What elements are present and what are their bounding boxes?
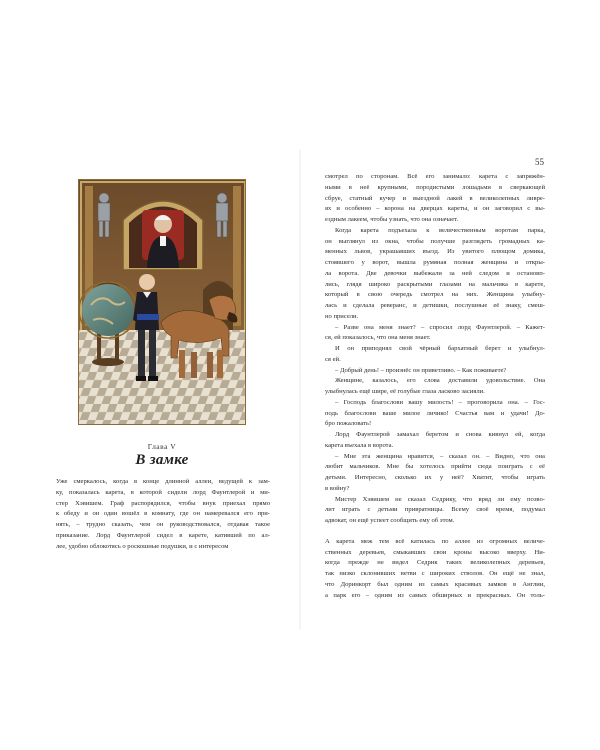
text-line: что Доринкорт был одним из самых красивых замков в Англии, xyxy=(325,580,545,588)
text-line: но присели. xyxy=(325,312,359,320)
text-line: Уже смеркалось, когда в конце длинной аллеи, ведущей к зам- xyxy=(56,478,270,485)
text-line: адвокат, он ещё успеет сообщить ему об этом. xyxy=(325,517,455,524)
text-line: ными в неё крупными, породистыми лошадьми в сверкающей xyxy=(325,183,545,191)
text-line: – Господь благослови вашу милость! – проговорила она. – Гос- xyxy=(335,398,545,406)
text-line: в войну? xyxy=(325,484,350,492)
text-line: стоявшего у ворот, вышла румяная полная женщина и откры- xyxy=(325,259,545,266)
chapter-label: Глава V xyxy=(147,442,177,451)
text-line: И он приподнял свой чёрный бархатный берет и улыбнул- xyxy=(335,345,545,352)
left-text-column xyxy=(56,477,270,552)
text-line: Мистер Хэвишем не сказал Седрику, что вряд ли ему позво- xyxy=(335,495,545,503)
paragraph-gap xyxy=(325,527,545,537)
text-line: улыбнулась ещё шире, её голубые глаза ласково засияли. xyxy=(325,388,485,395)
text-line: ездным лакеем, чтобы узнать, что она означает. xyxy=(325,216,459,223)
text-line: лись, глядя широко раскрытыми глазами на мальчика в карете, xyxy=(325,280,545,288)
page-number: 55 xyxy=(535,157,544,167)
text-line: подь благослови ваше милое личико! Счастья вам и удачи! До- xyxy=(325,409,545,417)
text-line: ся ей. xyxy=(325,355,341,363)
text-line: который в свою очередь смотрел на них. Женщина улыбну- xyxy=(325,291,545,299)
right-text-column xyxy=(325,172,545,601)
text-line: приказание. Лорд Фаунтлерой сидел в карете, катившей по ал- xyxy=(56,531,270,539)
text-line: Женщине, казалось, его слова доставили удовольствие. Она xyxy=(335,377,545,385)
text-line: к обеду и он один вошёл в комнату, где он намеревался его при- xyxy=(56,510,270,518)
text-line: лит играть с детьми привратницы. Всему своё время, подумал xyxy=(325,506,545,514)
text-line: нять, – трудно сказать, чем он руководствовался, отдавая такое xyxy=(56,521,270,528)
text-line: – Разве она меня знает? – спросил лорд Фаунтлерой. – Кажет- xyxy=(335,323,545,331)
text-line: ся, ей показалось, что она меня знает. xyxy=(325,334,431,342)
text-line: он выглянул из окна, чтобы получше разглядеть громадных ка- xyxy=(325,237,545,245)
text-line: когда прежде не видел Седрик таких великолепных деревьев, xyxy=(325,559,545,567)
text-line: любит мальчиков. Мне бы хотелось прийти сюда поиграть с её xyxy=(325,463,545,471)
text-line: – Добрый день! – произнёс он приветливо. – Как поживаете? xyxy=(335,366,507,374)
text-line: ла ворота. Две девочки выбежали за ней следом и остановп- xyxy=(325,269,545,277)
text-line: стер Хэвишем. Граф распорядился, чтобы внук приехал прямо xyxy=(56,499,270,507)
text-line: а парк его – одним из самых обширных и прекрасных. Он толь- xyxy=(325,591,545,599)
text-line: Лорд Фаунтлерой замахал беретом и снова кивнул ей, когда xyxy=(335,431,545,438)
text-line: ственных деревьев, смыкавших свои кроны высоко вверху. Ни- xyxy=(325,548,545,556)
text-line: Когда карета подъехала к величественным воротам парка, xyxy=(335,226,545,234)
text-line: бро пожаловать! xyxy=(325,420,372,428)
text-line: – Мне эта женщина нравится, – сказал он. – Видно, что она xyxy=(335,452,545,460)
text-line: так низко склонивших ветви с широких стволов. Он ещё не знал, xyxy=(325,570,545,577)
illustration-boy-dog-globe-portrait-icon xyxy=(79,180,246,425)
chapter-illustration xyxy=(78,179,246,425)
text-line: сбруе, статный кучер и выездной лакей в великолепных ливре- xyxy=(325,194,545,202)
text-line: смотрел по сторонам. Всё его занимало: карета с запряжён- xyxy=(325,173,545,180)
text-line: менных львов, украшавших въезд. Из увитого плющом домика, xyxy=(325,248,545,256)
text-line: лее, удобно облокотясь о роскошные подушки, и с интересом xyxy=(56,542,229,550)
chapter-title: В замке xyxy=(135,452,189,468)
text-line: А карета меж тем всё катилась по аллее из огромных величе- xyxy=(325,537,545,545)
text-line: карета въехала в ворота. xyxy=(325,441,394,449)
text-line: ку, показалась карета, в которой сидели лорд Фаунтлерой и ми- xyxy=(56,488,270,496)
text-line: ях и особенно – корона на дверцах кареты, и он заговорил с вы- xyxy=(325,205,545,213)
page-gutter xyxy=(299,150,301,630)
text-line: лась и сделала реверанс, и детишки, послушные её знаку, смеш- xyxy=(325,302,545,309)
text-line: детьми. Интересно, сколько их у неё? Хватит, чтобы играть xyxy=(325,474,545,481)
